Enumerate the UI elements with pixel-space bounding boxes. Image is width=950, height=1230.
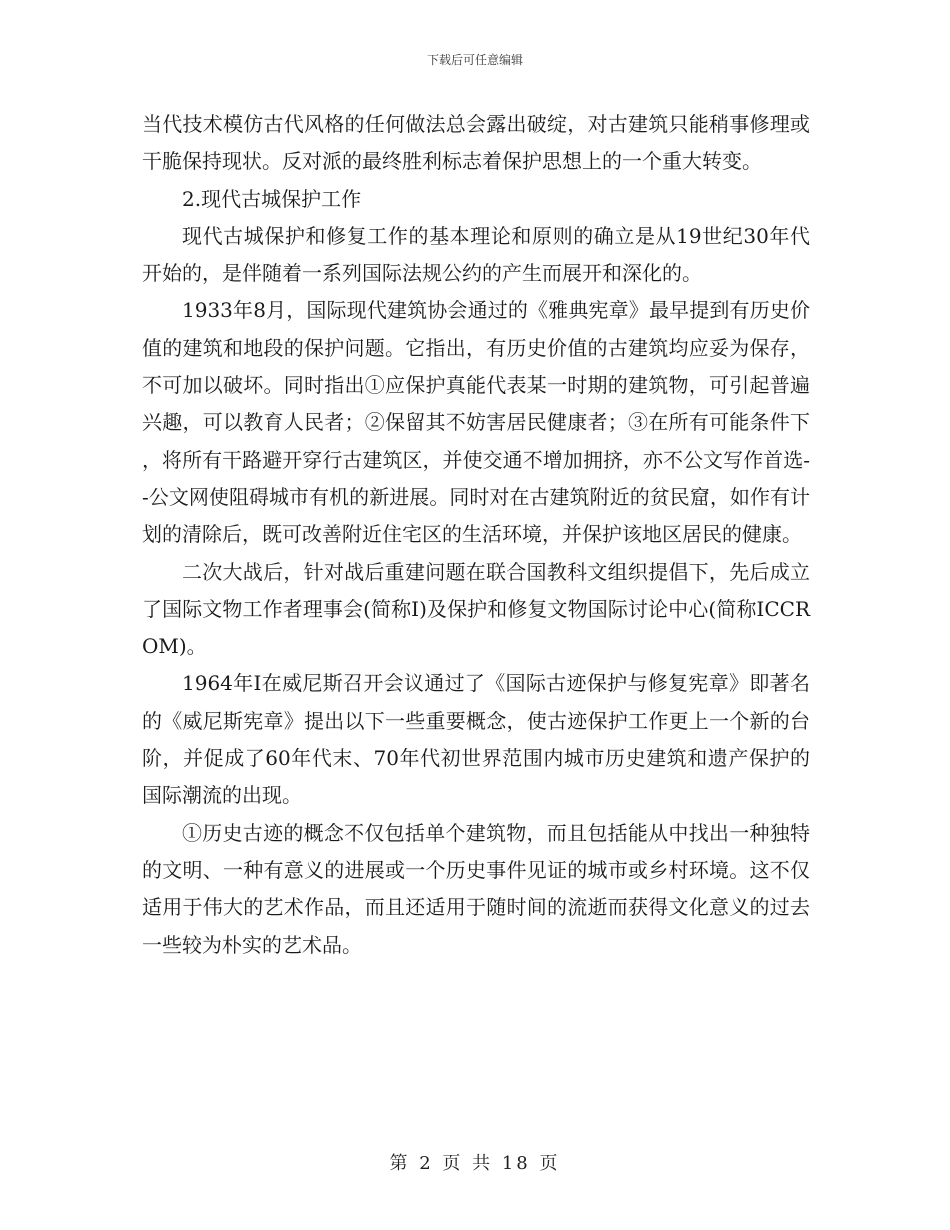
- document-body: [142, 106, 810, 964]
- paragraph: 1964年I在威尼斯召开会议通过了《国际古迹保护与修复宪章》即著名的《威尼斯宪章》提出以下一些重要概念，使古迹保护工作更上一个新的台阶，并促成了60年代末、70年代初世界范围内城市历史建筑和遗产保护的国际潮流的出现。: [142, 671, 810, 808]
- paragraph: 二次大战后，针对战后重建问题在联合国教科文组织提倡下，先后成立了国际文物工作者理事会(简称I)及保护和修复文物国际讨论中心(简称ICCROM)。: [142, 559, 810, 659]
- paragraph: 现代古城保护和修复工作的基本理论和原则的确立是从19世纪30年代开始的，是伴随着一系列国际法规公约的产生而展开和深化的。: [142, 223, 810, 286]
- section-heading: 2.现代古城保护工作: [182, 186, 362, 211]
- paragraph-continuation: 当代技术模仿古代风格的任何做法总会露出破绽，对古建筑只能稍事修理或干脆保持现状。反对派的最终胜利标志着保护思想上的一个重大转变。: [142, 112, 810, 174]
- page-number-footer: 第 2 页 共 18 页: [389, 1153, 561, 1174]
- paragraph: ①历史古迹的概念不仅包括单个建筑物，而且包括能从中找出一种独特的文明、一种有意义的进展或一个历史事件见证的城市或乡村环境。这不仅适用于伟大的艺术作品，而且还适用于随时间的流逝而获得文化意义的过去一些较为朴实的艺术品。: [142, 820, 810, 957]
- page-header: 下载后可任意编辑: [426, 53, 523, 67]
- paragraph: 1933年8月，国际现代建筑协会通过的《雅典宪章》最早提到有历史价值的建筑和地段的保护问题。它指出，有历史价值的古建筑均应妥为保存，不可加以破坏。同时指出①应保护真能代表某一时期的建筑物，可引起普遍兴趣，可以教育人民者；②保留其不妨害居民健康者；③在所有可能条件下，将所有干路避开穿行古建筑区，并使交通不增加拥挤，亦不公文写作首选--公文网使阻碍城市有机的新进展。同时对在古建筑附近的贫民窟，如作有计划的清除后，既可改善附近住宅区的生活环境，并保护该地区居民的健康。: [142, 298, 810, 547]
